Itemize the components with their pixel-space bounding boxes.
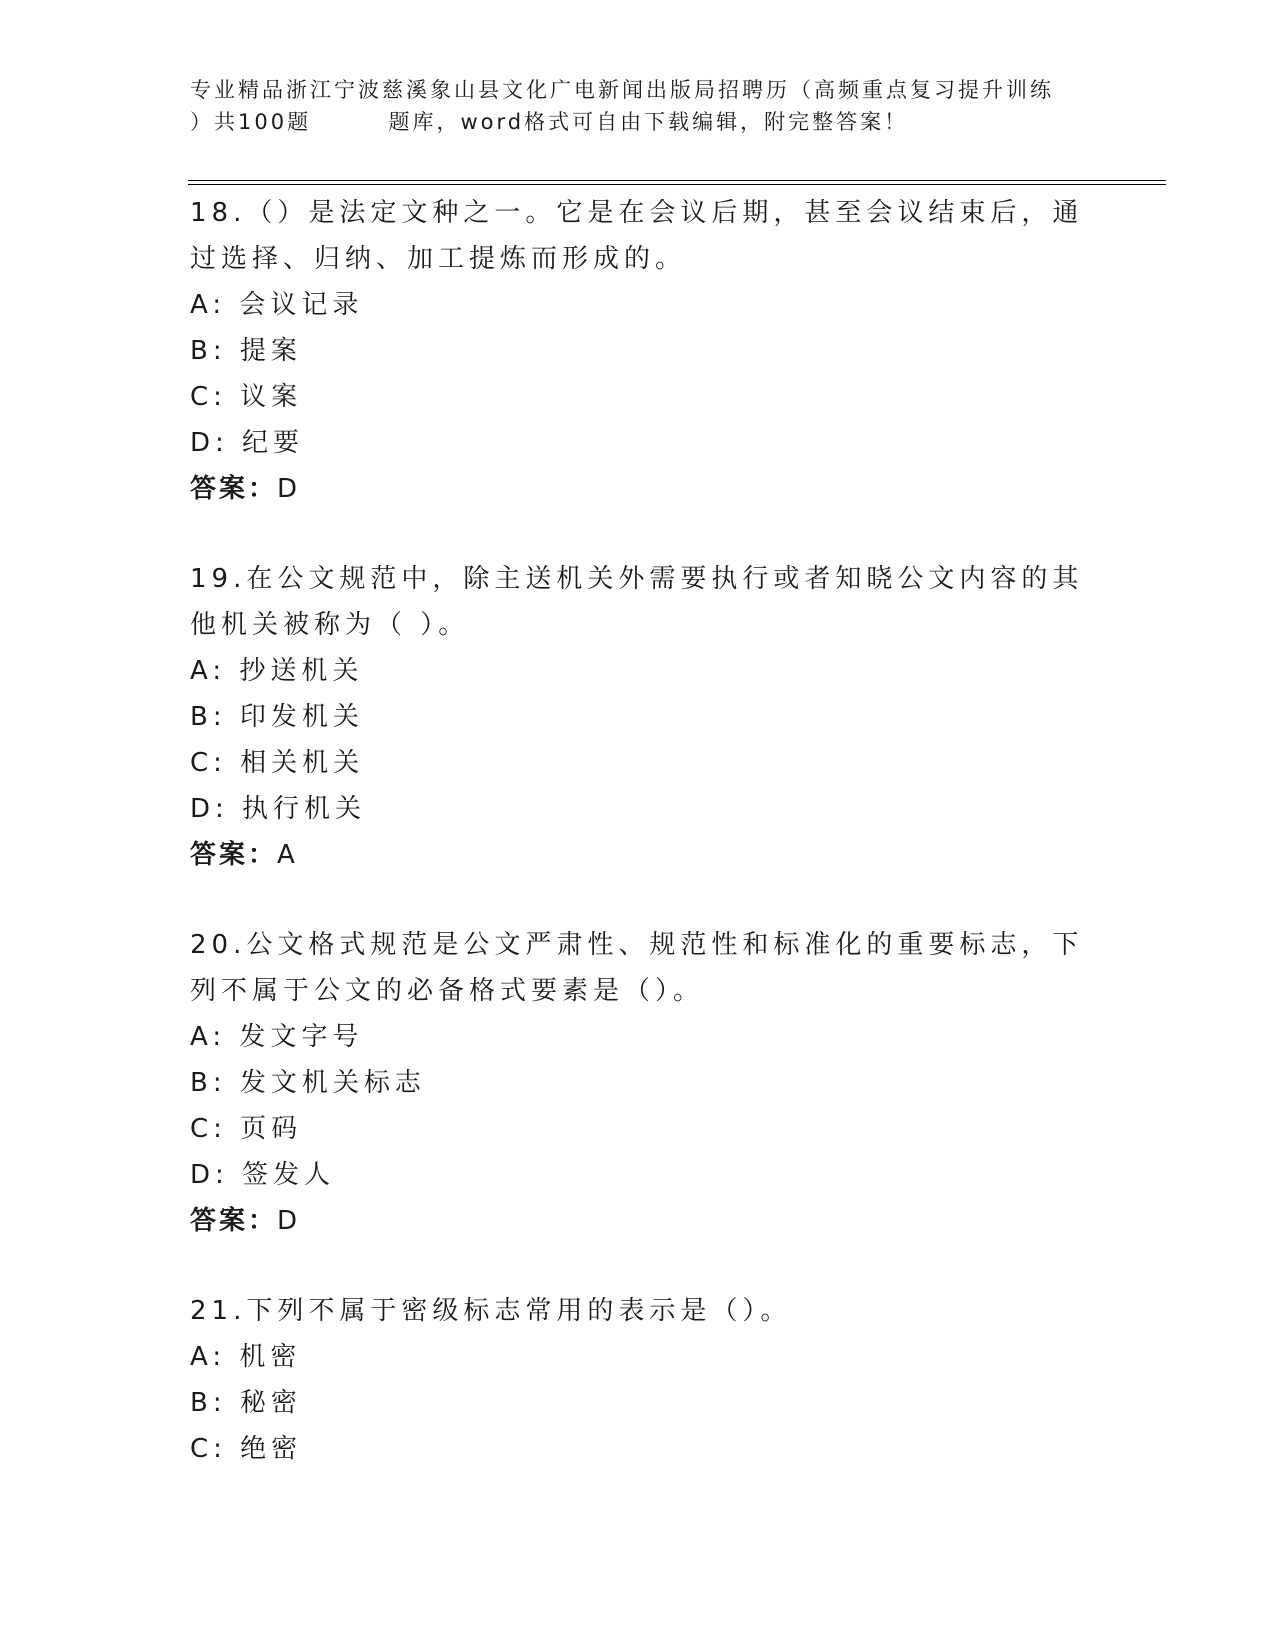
option-c: C: 议案: [190, 382, 303, 412]
option-c: C: 绝密: [190, 1434, 303, 1464]
answer: [190, 832, 1090, 878]
answer-label: 答案：: [190, 474, 278, 504]
question-18: [190, 190, 1090, 512]
header-divider: [188, 180, 1166, 185]
header-title-line1: 专业精品浙江宁波慈溪象山县文化广电新闻出版局招聘历（高频重点复习提升训练: [190, 78, 1054, 102]
option-b: B: 印发机关: [190, 702, 364, 732]
question-21: [190, 1288, 1090, 1472]
option-a: A: 会议记录: [190, 290, 364, 320]
page-header: [190, 74, 1090, 138]
question-stem: 18.（）是法定文种之一。它是在会议后期，甚至会议结束后，通过选择、归纳、加工提炼而形成的。: [190, 198, 1084, 274]
option-a: A: 抄送机关: [190, 656, 364, 686]
option-d: D: 签发人: [190, 1160, 336, 1190]
answer-value: D: [277, 474, 301, 504]
option-c: C: 页码: [190, 1114, 303, 1144]
question-19: [190, 556, 1090, 878]
answer: [190, 466, 1090, 512]
option-d: D: 执行机关: [190, 794, 367, 824]
answer-label: 答案：: [190, 840, 278, 870]
question-stem: 19.在公文规范中，除主送机关外需要执行或者知晓公文内容的其他机关被称为（ ）。: [190, 564, 1084, 640]
question-stem: 21.下列不属于密级标志常用的表示是（）。: [190, 1296, 792, 1326]
header-title-line2: ）共100题 题库，word格式可自由下载编辑，附完整答案！: [190, 110, 909, 134]
question-list: [190, 190, 1090, 1516]
option-a: A: 发文字号: [190, 1022, 364, 1052]
answer-label: 答案：: [190, 1206, 278, 1236]
answer: [190, 1198, 1090, 1244]
answer-value: A: [277, 840, 298, 870]
option-b: B: 秘密: [190, 1388, 302, 1418]
option-d: D: 纪要: [190, 428, 305, 458]
option-a: A: 机密: [190, 1342, 302, 1372]
question-stem: 20.公文格式规范是公文严肃性、规范性和标准化的重要标志，下列不属于公文的必备格式要素是（）。: [190, 930, 1084, 1006]
option-b: B: 提案: [190, 336, 302, 366]
answer-value: D: [277, 1206, 301, 1236]
option-c: C: 相关机关: [190, 748, 365, 778]
option-b: B: 发文机关标志: [190, 1068, 426, 1098]
question-20: [190, 922, 1090, 1244]
